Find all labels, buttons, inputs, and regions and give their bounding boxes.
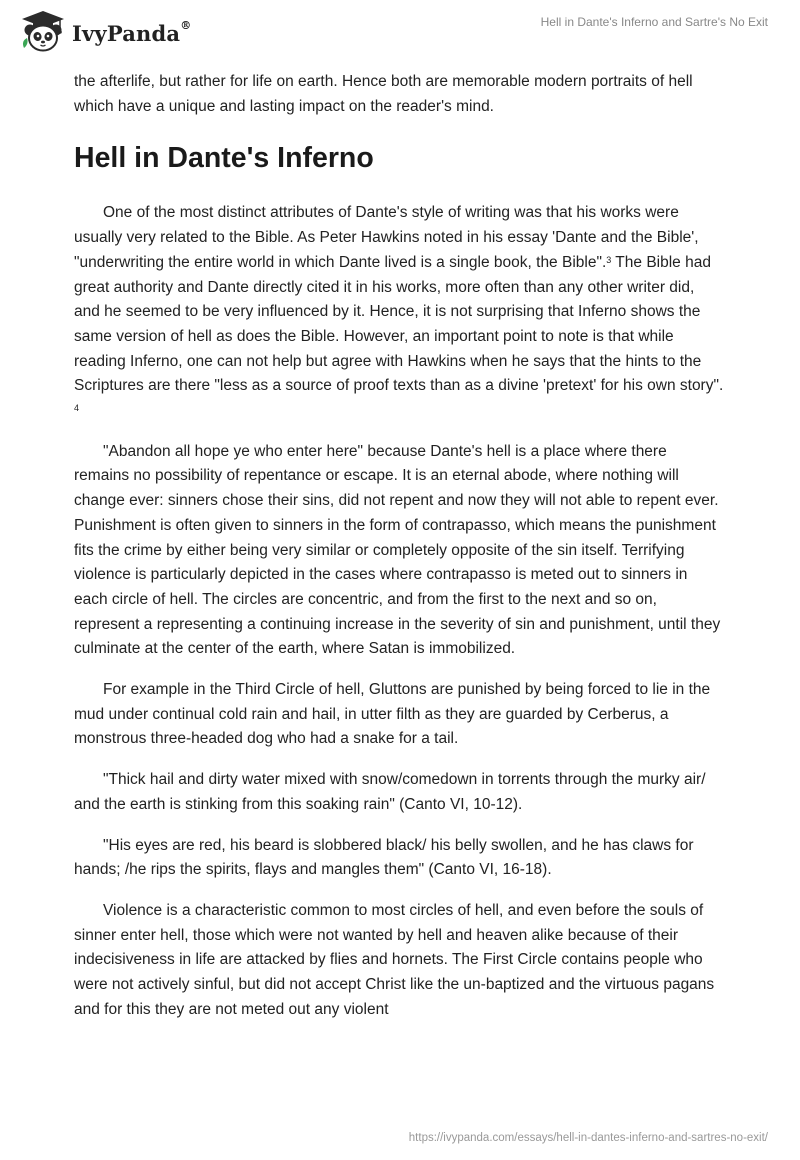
ivypanda-logo[interactable] — [18, 8, 191, 54]
logo-text: IvyPanda® — [72, 18, 192, 46]
panda-graduate-icon — [18, 8, 68, 54]
page-header — [0, 0, 800, 60]
paragraph-1: One of the most distinct attributes of Dante's style of writing was that his works were usually very related to the Bible. As Peter Hawkins noted in his essay 'Dante and the Bible', "underwriting the entire world in which Dante lived is a single book, the Bible".$^3$ The Bible had great authority and Dante directly cited it in his works, more often than any other writer did, and he seemed to be very influenced by it. Hence, it is not surprising that Inferno shows the same version of hell as does the Bible. However, an important point to note is that while reading Inferno, one can not help but agree with Hawkins when he says that the hints to the Scriptures are there "less as a source of proof texts than as a divine 'pretext' for his own story". $^4$ — [74, 204, 724, 414]
source-url[interactable]: https://ivypanda.com/essays/hell-in-dantes-inferno-and-sartres-no-exit/ — [408, 1132, 768, 1144]
section-heading: Hell in Dante's Inferno — [74, 142, 374, 175]
footnote-ref-4[interactable]: 4 — [74, 403, 80, 414]
document-title: Hell in Dante's Inferno and Sartre's No Exit — [540, 15, 768, 29]
essay-body — [74, 70, 724, 1039]
footnote-ref-3[interactable]: 3 — [606, 254, 612, 265]
paragraph-2: "Abandon all hope ye who enter here" because Dante's hell is a place where there remains no possibility of repentance or escape. It is an eternal abode, where nothing will change ever: sinners chose their sins, did not repent and now they will not able to repent ever. Punishment is often given to sinners in the form of contrapasso, which means the punishment fits the crime by either being very similar or completely opposite of the sin itself. Terrifying violence is particularly depicted in the cases where contrapasso is meted out to sinners in each circle of hell. The circles are concentric, and from the first to the next and so on, represent a representing a continuing increase in the severity of sin and punishment, until they culminate at the center of the earth, where Satan is immobilized. — [74, 442, 721, 658]
quote-paragraph-2: "His eyes are red, his beard is slobbered black/ his belly swollen, and he has claws for hands; /he rips the spirits, flays and mangles them" (Canto VI, 16-18). — [74, 836, 694, 879]
quote-paragraph-1: "Thick hail and dirty water mixed with snow/comedown in torrents through the murky air/ and the earth is stinking from this soaking rain" (Canto VI, 10-12). — [74, 771, 706, 813]
intro-paragraph: the afterlife, but rather for life on earth. Hence both are memorable modern portraits of hell which have a unique and lasting impact on the reader's mind. — [74, 73, 693, 115]
paragraph-3: For example in the Third Circle of hell, Gluttons are punished by being forced to lie in the mud under continual cold rain and hail, in utter filth as they are guarded by Cerberus, a monstrous three-headed dog who had a snake for a tail. — [74, 681, 711, 748]
paragraph-6: Violence is a characteristic common to most circles of hell, and even before the souls of sinner enter hell, those which were not wanted by hell and heaven alike because of their indecisiveness in life are attacked by flies and hornets. The First Circle contains people who were not actively sinful, but did not accept Christ like the un-baptized and the virtuous pagans and for this they are not meted out any violent — [74, 901, 715, 1018]
